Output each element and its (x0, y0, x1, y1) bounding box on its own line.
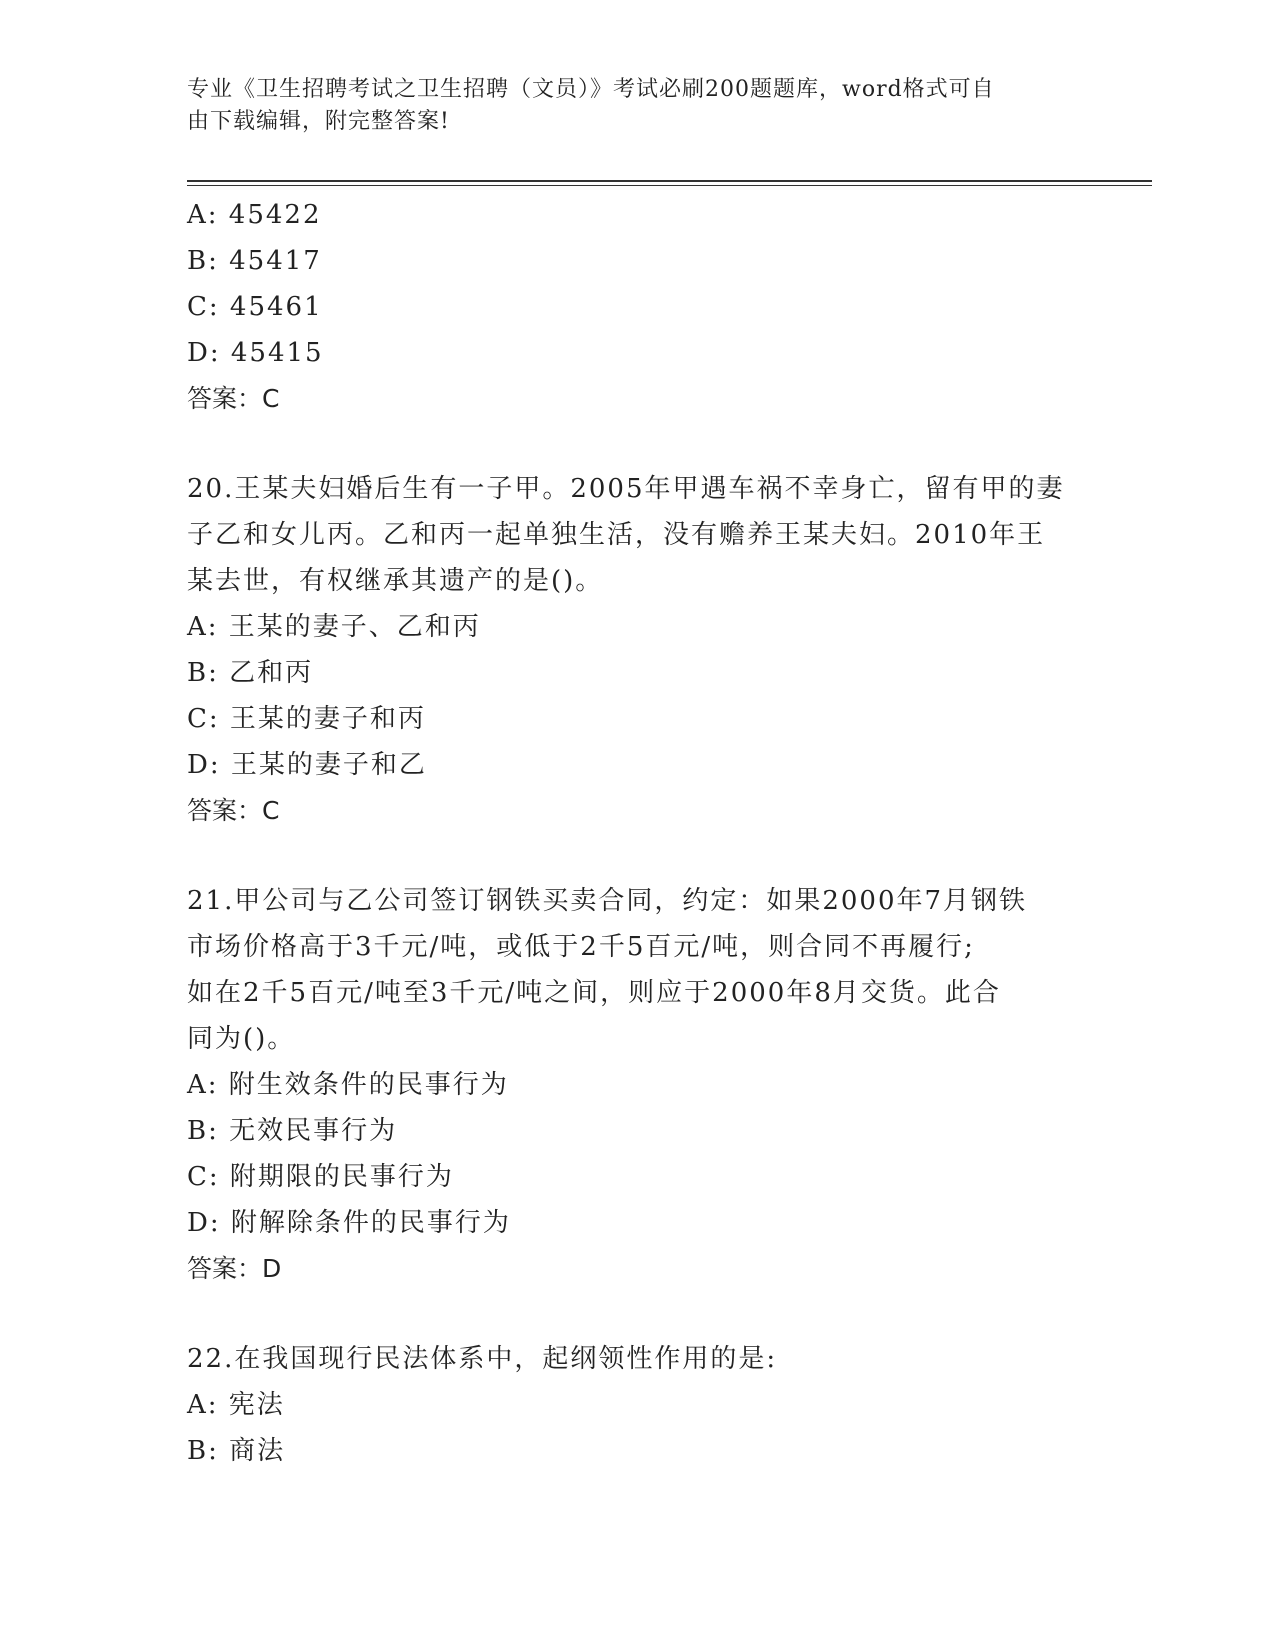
option-a: A: 宪法 (187, 1390, 285, 1420)
header-line-1: 专业《卫生招聘考试之卫生招聘（文员）》考试必刷200题题库，word格式可自 (187, 77, 995, 102)
option-b: B: 乙和丙 (187, 658, 314, 688)
question-stem-line: 同为()。 (187, 1024, 296, 1054)
option-d: D: 附解除条件的民事行为 (187, 1208, 511, 1238)
answer-line: 答案：C (187, 796, 280, 825)
question-stem-line: 市场价格高于3千元/吨，或低于2千5百元/吨，则合同不再履行; (187, 932, 975, 962)
option-c: C: 王某的妻子和丙 (187, 704, 426, 734)
option-d: D: 王某的妻子和乙 (187, 750, 427, 780)
answer-line: 答案：C (187, 384, 280, 413)
option-a: A: 王某的妻子、乙和丙 (187, 612, 481, 642)
option-b: B: 商法 (187, 1436, 286, 1466)
spacer (187, 834, 1087, 878)
option-d: D: 45415 (187, 338, 324, 368)
question-stem-line: 如在2千5百元/吨至3千元/吨之间，则应于2000年8月交货。此合 (187, 978, 1001, 1008)
answer-line: 答案：D (187, 1254, 282, 1283)
option-a: A: 附生效条件的民事行为 (187, 1070, 509, 1100)
question-stem-line: 某去世，有权继承其遗产的是()。 (187, 566, 604, 596)
spacer (187, 1292, 1087, 1336)
question-stem-line: 22.在我国现行民法体系中，起纲领性作用的是: (187, 1344, 778, 1374)
question-stem-line: 20.王某夫妇婚后生有一子甲。2005年甲遇车祸不幸身亡，留有甲的妻 (187, 474, 1065, 504)
question-stem-line: 子乙和女儿丙。乙和丙一起单独生活，没有赡养王某夫妇。2010年王 (187, 520, 1046, 550)
header-line-2: 由下载编辑，附完整答案! (187, 109, 450, 134)
document-body (187, 192, 1087, 1474)
header-divider-thin (187, 185, 1152, 186)
option-c: C: 附期限的民事行为 (187, 1162, 454, 1192)
question-22 (187, 1336, 1087, 1474)
option-b: B: 无效民事行为 (187, 1116, 398, 1146)
option-a: A: 45422 (187, 200, 322, 230)
question-stem-line: 21.甲公司与乙公司签订钢铁买卖合同，约定：如果2000年7月钢铁 (187, 886, 1028, 916)
spacer (187, 422, 1087, 466)
question-21 (187, 878, 1087, 1292)
question-19 (187, 192, 1087, 422)
header-divider (187, 180, 1152, 182)
option-c: C: 45461 (187, 292, 323, 322)
document-header (187, 74, 1087, 138)
question-20 (187, 466, 1087, 834)
option-b: B: 45417 (187, 246, 322, 276)
